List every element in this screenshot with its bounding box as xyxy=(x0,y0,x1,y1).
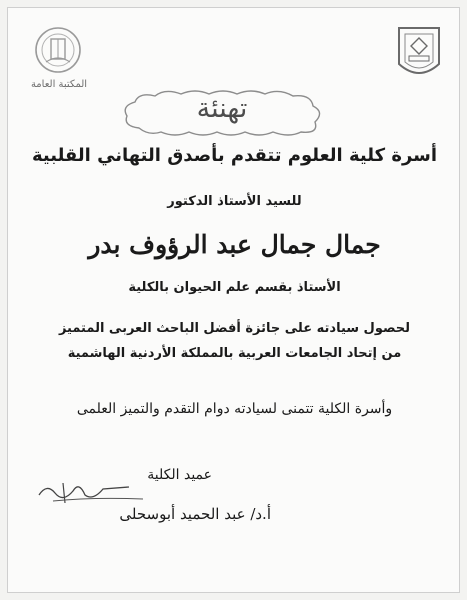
certificate-title: تهنئة xyxy=(196,93,248,124)
recipient-name: جمال جمال عبد الرؤوف بدر xyxy=(88,230,381,259)
reason-line-1: لحصول سيادته على جائزة أفضل الباحث العربى المتميز xyxy=(58,321,411,336)
intro-line: أسرة كلية العلوم تتقدم بأصدق التهاني القلبية xyxy=(31,145,438,166)
wish-line: وأسرة الكلية تتمنى لسيادته دوام التقدم والتميز العلمى xyxy=(76,401,393,417)
addressee-prefix: للسيد الأستاذ الدكتور xyxy=(167,194,302,209)
library-emblem-icon xyxy=(32,24,84,76)
dean-title: عميد الكلية xyxy=(147,467,212,483)
reason-line-2: من إتحاد الجامعات العربية بالمملكة الأردنية الهاشمية xyxy=(67,346,402,361)
university-emblem-icon xyxy=(395,24,443,84)
recipient-position: الأستاذ بقسم علم الحيوان بالكلية xyxy=(128,280,341,295)
certificate-page xyxy=(7,7,460,593)
dean-name: أ.د/ عبد الحميد أبوسحلى xyxy=(119,505,271,523)
library-logo-caption: المكتبة العامة xyxy=(30,79,88,90)
library-logo xyxy=(22,24,96,102)
